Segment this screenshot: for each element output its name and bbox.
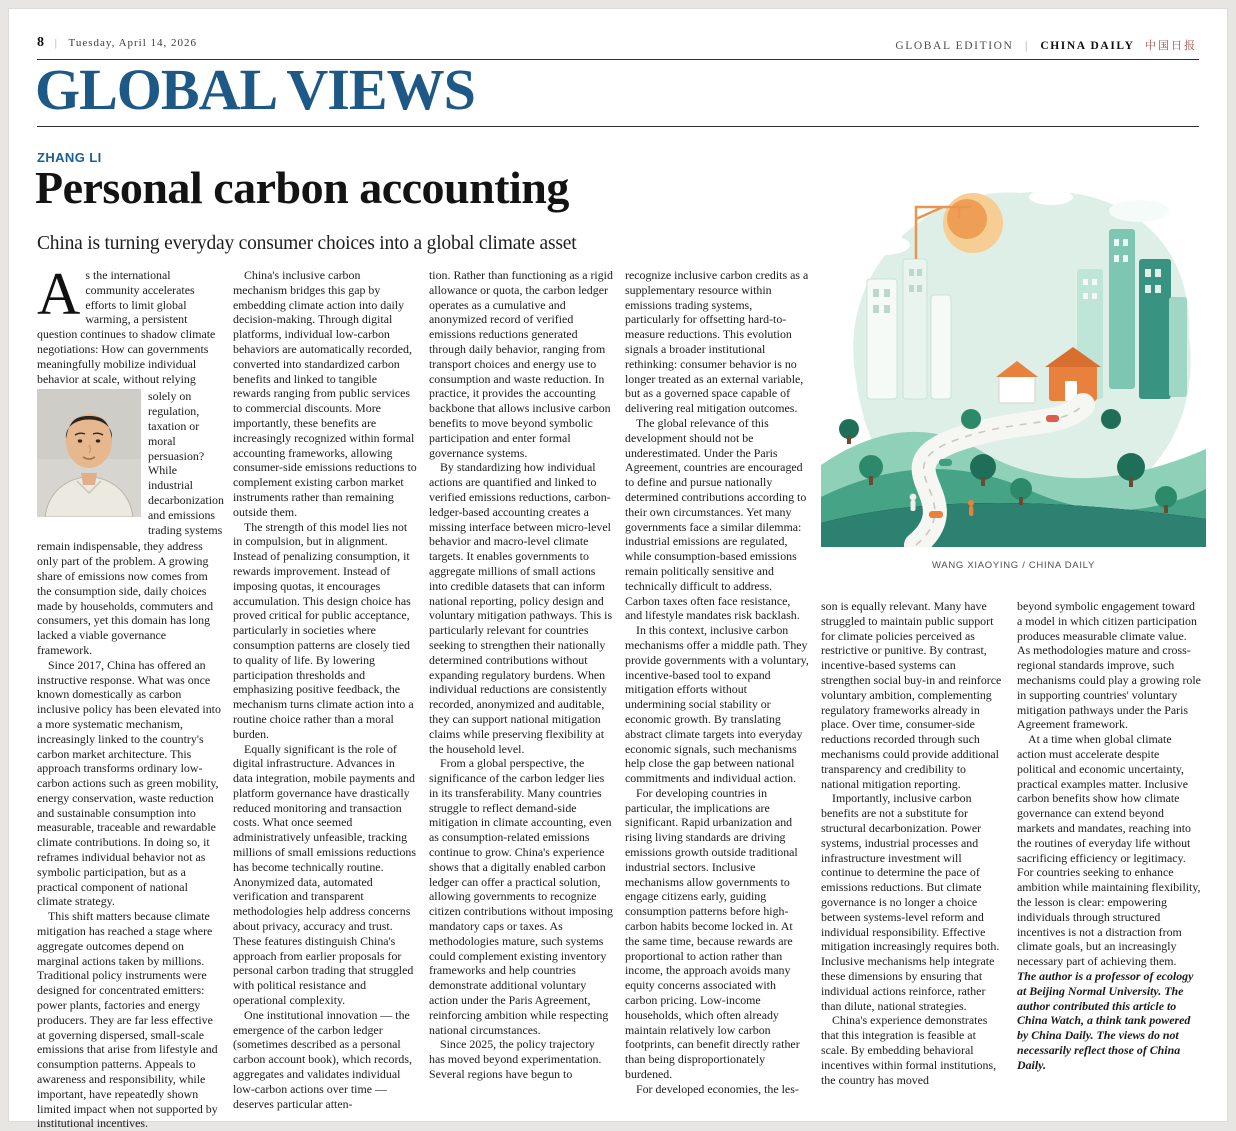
masthead-rule: [37, 126, 1199, 127]
paragraph: By standardizing how individual actions are quantified and linked to verified emissions reductions, carbon-ledger-based accounting creates a missing interface between micro-level behavior and macro-level climate targets. It enables governments to aggregate millions of small actions into credible datasets that can inform national reporting, policy design and voluntary mitigation pathways. This is particularly relevant for countries seeking to strengthen their nationally determined contributions without expanding regulatory burdens. When individual reductions are consistently recorded, anonymized and auditable, they can support national mitigation claims while preserving flexibility at the household level.: [429, 460, 613, 756]
brand-name-chinese: 中国日报: [1145, 40, 1197, 52]
drop-cap: A: [37, 261, 81, 327]
paragraph: The global relevance of this development should not be underestimated. Under the Paris Agreement, countries are encouraged to define and pursue nationally determined contributions according to their own circumstances. Yet many governments face a similar dilemma: industrial emissions are regulated, while consumption-based emissions remain politically sensitive and technically difficult to address. Carbon taxes often face resistance, and lifestyle mandates risk backlash.: [625, 415, 807, 623]
separator: |: [54, 37, 58, 49]
paragraph: One institutional innovation — the emergence of the carbon ledger (sometimes described as a personal carbon account book), which records, aggregates and validates individual low-carbon actions over time — deserves particular atten-: [233, 1007, 412, 1111]
paragraph: China's experience demonstrates that this integration is feasible at scale. By embedding behavioral incentives within formal institutions, the country has moved: [821, 1013, 997, 1087]
paragraph: Importantly, inclusive carbon benefits are not a substitute for structural decarbonization. Power systems, industrial processes and infrastructure investment will continue to determine the pace of emissions reductions. But climate governance is no longer a choice between systems-level reform and individual responsibility. Effective mitigation increasingly requires both. Inclusive mechanisms help integrate these dimensions by ensuring that individual actions reinforce, rather than dilute, national strategies.: [821, 791, 1000, 1013]
paragraph: For developed economies, the les-: [636, 1081, 799, 1096]
paragraph: China's inclusive carbon mechanism bridges this gap by embedding climate action into daily decision-making. Through digital platforms, individual low-carbon behaviors are automatically recorded, converted into standardized carbon benefits and linked to tangible rewards ranging from public services to commercial discounts. More importantly, these benefits are increasingly recognized within formal accounting frameworks, allowing consumer-side emissions reductions to complement existing carbon market instruments rather than remaining outside them.: [233, 268, 417, 519]
paragraph: In this context, inclusive carbon mechanisms offer a middle path. They provide governments with a voluntary, incentive-based tool to expand mitigation efforts without undermining social stability or economic growth. By translating abstract climate targets into everyday economic signals, such mechanisms help close the gap between national commitments and individual action.: [625, 623, 809, 786]
author-portrait-photo: [37, 389, 141, 517]
paragraph: At a time when global climate action must accelerate despite political and economic uncertainty, practical examples matter. Inclusive carbon benefits show how climate governance can extend beyond markets and mandates, reaching into the routines of everyday life without sacrificing efficiency or legitimacy. For countries seeking to enhance ambition while maintaining flexibility, the lesson is clear: empowering individuals through structured incentives is not a distraction from climate goals, but an increasingly necessary part of achieving them.: [1017, 732, 1201, 969]
paragraph-text: s the international community accelerates efforts to limit global warming, a persistent question continues to shadow climate negotiations: How can governments meaningfully mobilize individual behavior at scale, without relying: [37, 268, 216, 386]
newspaper-page: [8, 8, 1228, 1131]
eco-city-artwork: [821, 167, 1206, 547]
paragraph: beyond symbolic engagement toward a model in which citizen participation produces measurable climate value. As methodologies mature and cross-regional standards improve, such mechanisms could play a growing role in supporting countries' voluntary mitigation pathways under the Paris Agreement framework.: [1017, 599, 1201, 732]
paragraph: This shift matters because climate mitigation has reached a stage where aggregate outcomes depend on marginal actions taken by millions. Traditional policy instruments were designed for concentrated emitters: power plants, factories and energy producers. They are far less effective at governing dispersed, small-scale emissions that arise from lifestyle and consumption patterns. Appeals to awareness and responsibility, while important, have repeatedly shown limited impact when not supported by institutional incentives.: [37, 909, 218, 1131]
illustration-credit: WANG XIAOYING / CHINA DAILY: [931, 560, 1095, 571]
paragraph: For developing countries in particular, the implications are significant. Rapid urbanization and rising living standards are driving emissions growth outside traditional industrial sectors. Inclusive mechanisms allow governments to engage citizens early, guiding consumption patterns before high-carbon habits become locked in. At the same time, because rewards are proportional to action rather than income, the approach avoids many equity concerns associated with carbon pricing. Low-income households, which often already maintain relatively low carbon footprints, can benefit directly rather than being disproportionately burdened.: [625, 785, 800, 1082]
paragraph: The strength of this model lies not in compulsion, but in alignment. Instead of penalizing consumption, it rewards improvement. Instead of imposing quotas, it encourages accumulation. This design choice has proved critical for public acceptance, particularly in societies where consumption patterns are closely tied to quality of life. By lowering participation thresholds and emphasizing positive feedback, the mechanism turns climate action into a routine choice rather than a moral burden.: [233, 519, 414, 741]
paragraph-beside-photo: solely on regulation, taxation or moral persuasion? While industrial decarbonization and emissions trading systems: [148, 389, 224, 537]
article-column-5: [821, 599, 1005, 1087]
article-column-1: [37, 261, 224, 1131]
paragraph: Equally significant is the role of digital infrastructure. Advances in data integration, mobile payments and platform governance have drastically reduced monitoring and transaction costs. What once seemed administratively unfeasible, tracking millions of small emissions reductions has become technically routine. Anonymized data, automated verification and transparent methodologies help address concerns about privacy, accuracy and trust. These features distinguish China's approach from earlier proposals for personal carbon trading that struggled with political resistance and operational complexity.: [233, 741, 416, 1008]
section-title: GLOBAL VIEWS: [35, 57, 475, 122]
article-column-2: [233, 268, 417, 1111]
article-column-3: [429, 268, 613, 1082]
article-column-4: [625, 268, 809, 1097]
paragraph: remain indispensable, they address only part of the problem. A growing share of emissions now comes from the consumption side, daily choices made by households, commuters and consumers, yet this domain has long lacked a viable governance framework.: [37, 539, 214, 657]
paragraph: From a global perspective, the significance of the carbon ledger lies in its transferability. Many countries struggle to reflect demand-side mitigation in climate accounting, even as consumption-related emissions continue to grow. China's experience shows that a digitally enabled carbon ledger can offer a practical solution, allowing governments to recognize citizen contributions without imposing mandatory caps or taxes. As methodologies mature, such systems could complement existing inventory frameworks and help countries demonstrate additional voluntary action under the Paris Agreement, reinforcing ambition while respecting national circumstances.: [429, 756, 613, 1037]
byline: ZHANG LI: [37, 150, 102, 165]
issue-date: Tuesday, April 14, 2026: [68, 37, 198, 49]
author-note: The author is a professor of ecology at Beijing Normal University. The author contributed this article to China Watch, a think tank powered by China Daily. The views do not necessarily reflect those of China Daily.: [1017, 968, 1194, 1072]
paragraph: recognize inclusive carbon credits as a supplementary resource within emissions trading systems, particularly for offsetting hard-to-measure reductions. This evolution signals a broader institutional rethinking: consumer behavior is no longer treated as an external variable, but as a governed space capable of delivering real mitigation outcomes.: [625, 268, 809, 416]
paragraph: tion. Rather than functioning as a rigid allowance or quota, the carbon ledger operates as a cumulative and anonymized record of verified emissions reductions generated through daily behavior, ranging from transport choices and energy use to consumption and waste reduction. In practice, it provides the accounting backbone that allows inclusive carbon benefits to move beyond symbolic participation and enter formal governance systems.: [429, 268, 613, 460]
edition-meta: [895, 37, 1197, 53]
paragraph: Since 2017, China has offered an instructive response. What was once known domestically as carbon inclusive policy has been elevated into a more systematic mechanism, increasingly linked to the country's carbon market architecture. This approach transforms ordinary low-carbon actions such as green mobility, energy conservation, waste reduction and sustainable consumption into measurable, traceable and rewardable climate contributions. In doing so, it reframes individual behavior not as symbolic participation, but as a practical component of national climate strategy.: [37, 657, 221, 909]
author-photo-row: [37, 389, 224, 537]
eco-city-illustration: [821, 167, 1206, 547]
page-number: 8: [37, 35, 44, 50]
opening-paragraph: [37, 261, 221, 386]
paragraph: Since 2025, the policy trajectory has moved beyond experimentation. Several regions have begun to: [429, 1037, 602, 1082]
paragraph: son is equally relevant. Many have struggled to maintain public support for climate policies perceived as restrictive or punitive. By contrast, incentive-based systems can strengthen social buy-in and reinforce voluntary ambition, complementing regulatory frameworks already in place. Over time, consumer-side reductions recorded through such mechanisms could provide additional transparency and credibility to national mitigation reporting.: [821, 599, 1002, 791]
edition-label: GLOBAL EDITION: [895, 40, 1014, 52]
brand-name: CHINA DAILY: [1040, 40, 1135, 52]
headline: Personal carbon accounting: [35, 162, 569, 213]
article-column-6: [1017, 599, 1201, 1073]
portrait-illustration: [37, 389, 141, 517]
dateline: [37, 35, 197, 51]
subhead: China is turning everyday consumer choices into a global climate asset: [37, 233, 577, 254]
separator: |: [1024, 40, 1029, 52]
